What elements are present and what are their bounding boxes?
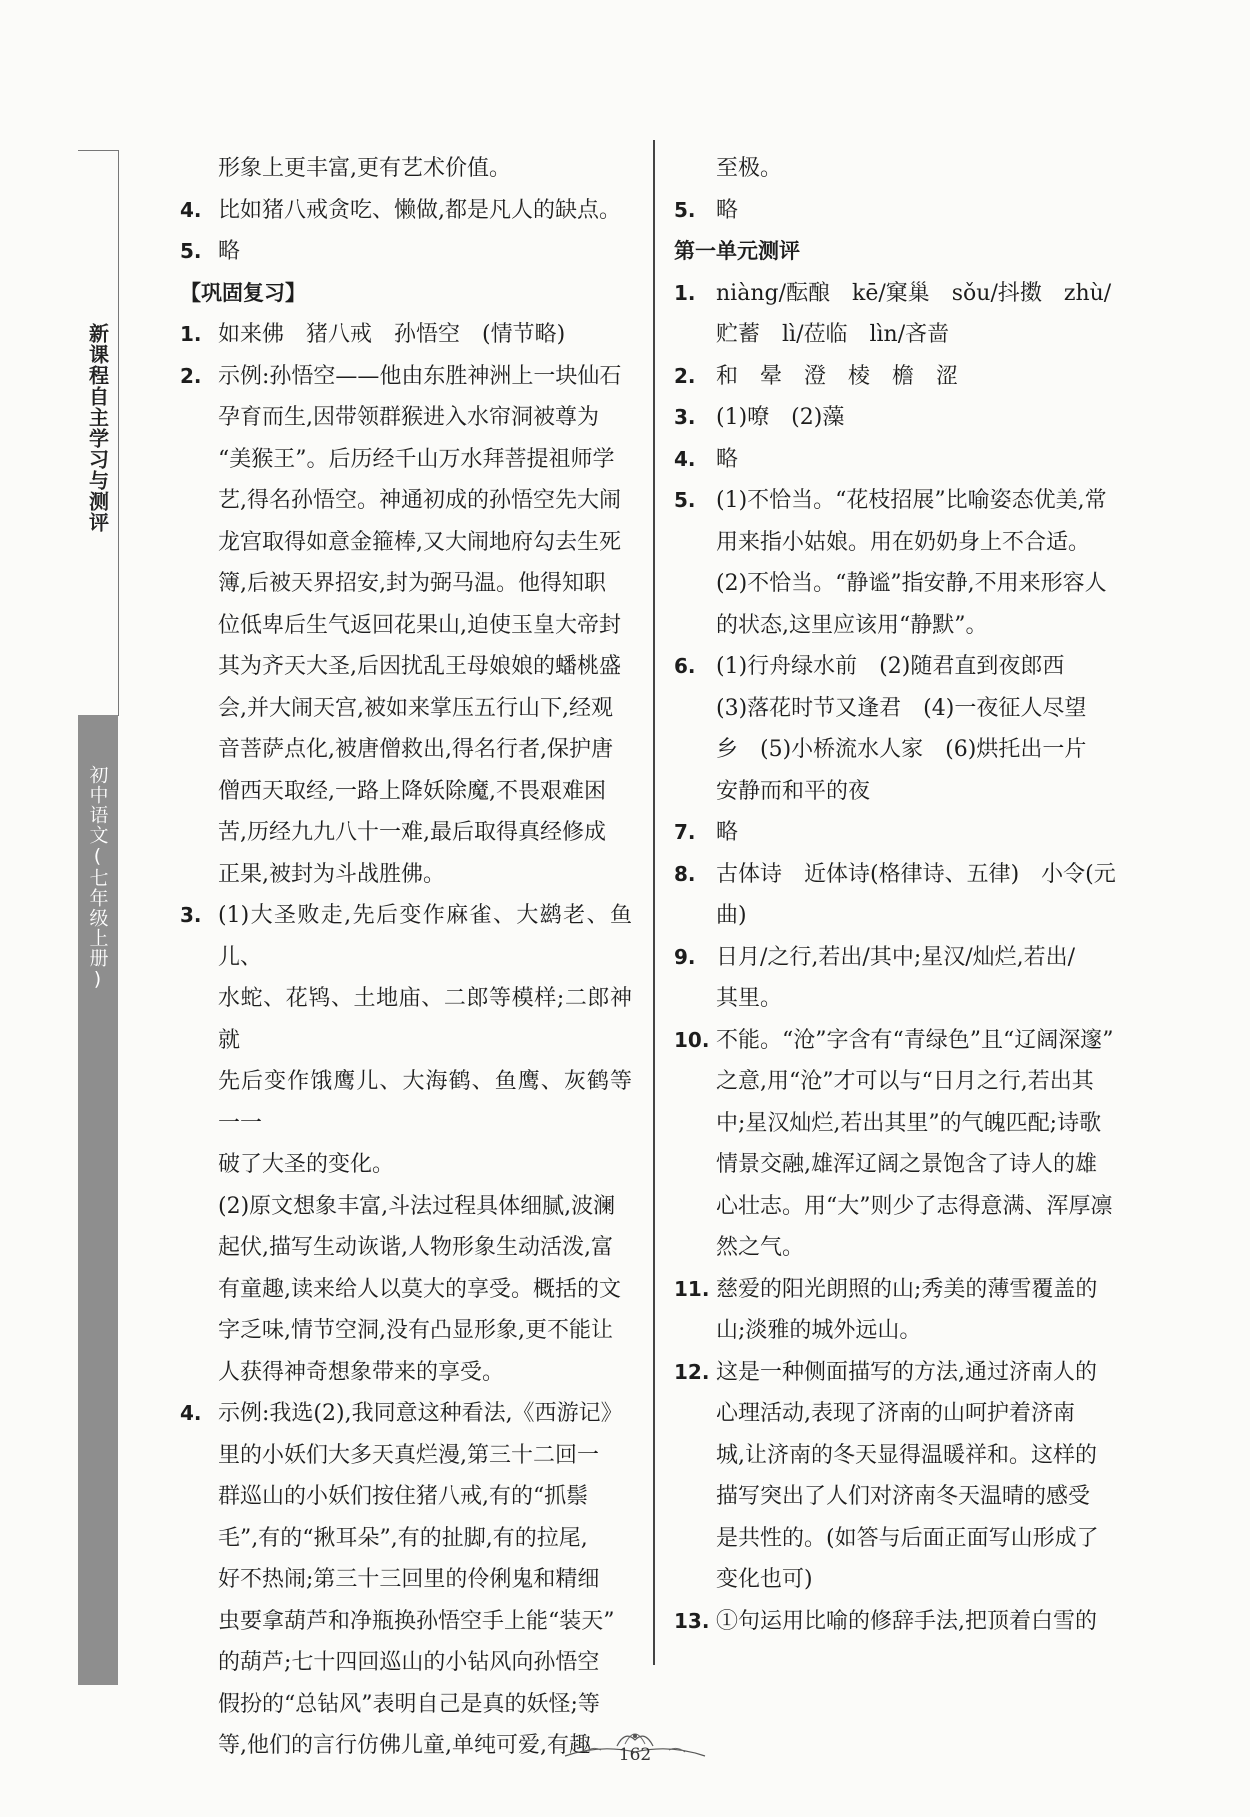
column-divider: [653, 140, 655, 1665]
item-line: 示例:我选(2),我同意这种看法,《西游记》: [218, 1401, 623, 1426]
item-line: 龙宫取得如意金箍棒,又大闹地府勾去生死: [218, 529, 621, 555]
section-heading: 第一单元测评: [674, 239, 800, 263]
item-line: 假扮的“总钻风”表明自己是真的妖怪;等: [218, 1691, 600, 1717]
item-line: (1)行舟绿水前 (2)随君直到夜郎西: [716, 654, 1065, 679]
test-item: [674, 646, 1132, 812]
item-number: 8.: [674, 861, 696, 886]
item-number: 4.: [180, 197, 202, 222]
item-line: 好不热闹;第三十三回里的伶俐鬼和精细: [218, 1567, 600, 1592]
test-item: [674, 439, 1132, 481]
item-number: 4.: [674, 446, 696, 471]
review-item: [180, 356, 632, 896]
item-number: 12.: [674, 1359, 710, 1384]
item-number: 2.: [180, 363, 202, 388]
test-item: [674, 273, 1132, 356]
item-line: 这是一种侧面描写的方法,通过济南人的: [716, 1359, 1097, 1385]
item-line: 慈爱的阳光朗照的山;秀美的薄雪覆盖的: [716, 1276, 1098, 1302]
test-item: [674, 1352, 1132, 1601]
item-line: 中;星汉灿烂,若出其里”的气魄匹配;诗歌: [716, 1110, 1102, 1136]
series-title: 新课程自主学习与测评: [85, 323, 110, 533]
item-number: 1.: [674, 280, 696, 305]
item-line: 其为齐天大圣,后因扰乱王母娘娘的蟠桃盛: [218, 654, 621, 679]
item-line: (2)不恰当。“静谧”指安静,不用来形容人: [716, 571, 1107, 596]
answer-item: [180, 231, 632, 273]
item-line: 其里。: [716, 986, 783, 1011]
item-line: (2)原文想象丰富,斗法过程具体细腻,波澜: [218, 1193, 616, 1219]
item-line: 先后变作饿鹰儿、大海鹤、鱼鹰、灰鹤等一一: [218, 1069, 632, 1136]
section-heading: 【巩固复习】: [180, 280, 306, 305]
item-line: 心壮志。用“大”则少了志得意满、浑厚凛: [716, 1193, 1113, 1219]
item-line: (1)大圣败走,先后变作麻雀、大鹚老、鱼儿、: [218, 903, 632, 970]
item-line: 里的小妖们大多天真烂漫,第三十二回一: [218, 1442, 599, 1468]
item-line: niàng/酝酿 kē/窠巢 sǒu/抖擞 zhù/: [716, 280, 1112, 306]
continued-line: 至极。: [716, 156, 783, 181]
item-line: 有童趣,读来给人以莫大的享受。概括的文: [218, 1276, 621, 1302]
item-number: 5.: [674, 197, 696, 222]
item-number: 6.: [674, 654, 696, 678]
item-line: 不能。“沧”字含有“青绿色”且“辽阔深邃”: [716, 1027, 1114, 1053]
item-line: 示例:孙悟空——他由东胜神洲上一块仙石: [218, 363, 622, 389]
test-item: [674, 854, 1132, 937]
item-line: 如来佛 猪八戒 孙悟空 (情节略): [218, 322, 566, 347]
item-line: 描写突出了人们对济南冬天温晴的感受: [716, 1484, 1091, 1509]
test-item: [674, 356, 1132, 398]
review-item: [180, 1393, 632, 1767]
item-line: 略: [218, 239, 241, 264]
test-item: [674, 397, 1132, 439]
item-line: 音菩萨点化,被唐僧救出,得名行者,保护唐: [218, 737, 613, 762]
item-line: 城,让济南的冬天显得温暖祥和。这样的: [716, 1442, 1097, 1468]
item-line: 心理活动,表现了济南的山呵护着济南: [716, 1401, 1075, 1426]
item-line: 字乏味,情节空洞,没有凸显形象,更不能让: [218, 1318, 613, 1343]
item-number: 13.: [674, 1608, 710, 1633]
review-item: [180, 895, 632, 1393]
right-column: [674, 148, 1132, 1642]
test-item: [674, 1601, 1132, 1643]
item-line: 僧西天取经,一路上降妖除魔,不畏艰难困: [218, 778, 606, 804]
page-number: 162: [618, 1745, 652, 1765]
subject-title: 初中语文(七年级上册): [86, 765, 109, 991]
item-line: (3)落花时节又逢君 (4)一夜征人尽望: [716, 695, 1087, 721]
item-line: 情景交融,雄浑辽阔之景饱含了诗人的雄: [716, 1152, 1097, 1177]
left-column: [180, 148, 632, 1767]
item-line: 的状态,这里应该用“静默”。: [716, 612, 988, 638]
test-item: [674, 1020, 1132, 1269]
item-number: 9.: [674, 944, 696, 969]
item-line: 略: [716, 446, 739, 472]
test-item: [674, 937, 1132, 1020]
item-line: 苦,历经九九八十一难,最后取得真经修成: [218, 820, 606, 845]
item-line: 比如猪八戒贪吃、懒做,都是凡人的缺点。: [218, 197, 621, 223]
continued-line: 形象上更丰富,更有艺术价值。: [218, 156, 511, 181]
item-line: 之意,用“沧”才可以与“日月之行,若出其: [716, 1069, 1094, 1094]
item-line: 孕育而生,因带领群猴进入水帘洞被尊为: [218, 405, 599, 430]
item-number: 11.: [674, 1276, 710, 1301]
test-item: [674, 1269, 1132, 1352]
item-number: 3.: [180, 903, 202, 927]
item-number: 2.: [674, 363, 696, 388]
item-number: 7.: [674, 820, 696, 844]
item-line: 等,他们的言行仿佛儿童,单纯可爱,有趣: [218, 1733, 591, 1758]
item-line: 然之气。: [716, 1235, 805, 1260]
item-line: 正果,被封为斗战胜佛。: [218, 861, 445, 887]
item-line: 乡 (5)小桥流水人家 (6)烘托出一片: [716, 737, 1087, 762]
item-line: 略: [716, 197, 739, 223]
item-line: 人获得神奇想象带来的享受。: [218, 1359, 505, 1385]
sidebar-series-band: [78, 150, 119, 716]
answer-item: [674, 190, 1132, 232]
item-line: 起伏,描写生动诙谐,人物形象生动活泼,富: [218, 1235, 613, 1260]
item-line: ①句运用比喻的修辞手法,把顶着白雪的: [716, 1608, 1097, 1634]
test-item: [674, 480, 1132, 646]
item-line: 位低卑后生气返回花果山,迫使玉皇大帝封: [218, 612, 621, 638]
test-item: [674, 812, 1132, 854]
item-line: 用来指小姑娘。用在奶奶身上不合适。: [716, 529, 1091, 555]
item-line: 破了大圣的变化。: [218, 1152, 395, 1177]
item-line: 和 晕 澄 棱 檐 涩: [716, 363, 959, 389]
item-line: 会,并大闹天宫,被如来掌压五行山下,经观: [218, 695, 613, 721]
item-line: 艺,得名孙悟空。神通初成的孙悟空先大闹: [218, 488, 621, 513]
item-line: 山;淡雅的城外远山。: [716, 1318, 922, 1343]
item-line: 贮蓄 lì/莅临 lìn/吝啬: [716, 322, 950, 347]
item-line: (1)嘹 (2)藻: [716, 405, 845, 430]
item-number: 10.: [674, 1027, 710, 1052]
item-number: 5.: [674, 488, 696, 512]
item-line: 毛”,有的“揪耳朵”,有的扯脚,有的拉尾,: [218, 1525, 588, 1551]
item-line: 的葫芦;七十四回巡山的小钻风向孙悟空: [218, 1650, 600, 1675]
item-line: 日月/之行,若出/其中;星汉/灿烂,若出/: [716, 944, 1076, 970]
item-number: 4.: [180, 1401, 202, 1425]
item-line: 虫要拿葫芦和净瓶换孙悟空手上能“装天”: [218, 1608, 615, 1634]
item-line: 曲): [716, 903, 747, 928]
item-number: 3.: [674, 405, 696, 429]
answer-item: [180, 190, 632, 232]
item-line: 水蛇、花鸨、土地庙、二郎等模样;二郎神就: [218, 986, 632, 1053]
item-line: 略: [716, 820, 739, 845]
item-line: 群巡山的小妖们按住猪八戒,有的“抓鬃: [218, 1484, 589, 1509]
item-line: 古体诗 近体诗(格律诗、五律) 小令(元: [716, 861, 1116, 887]
review-item: [180, 314, 632, 356]
item-number: 1.: [180, 322, 202, 346]
item-line: 是共性的。(如答与后面正面写山形成了: [716, 1525, 1099, 1551]
sidebar-subject-band: [78, 715, 118, 1685]
item-line: 簿,后被天界招安,封为弼马温。他得知职: [218, 571, 606, 596]
item-line: 安静而和平的夜: [716, 778, 871, 804]
item-line: 变化也可): [716, 1567, 813, 1592]
item-line: “美猴王”。后历经千山万水拜菩提祖师学: [218, 446, 615, 472]
item-number: 5.: [180, 239, 202, 263]
item-line: (1)不恰当。“花枝招展”比喻姿态优美,常: [716, 488, 1107, 513]
